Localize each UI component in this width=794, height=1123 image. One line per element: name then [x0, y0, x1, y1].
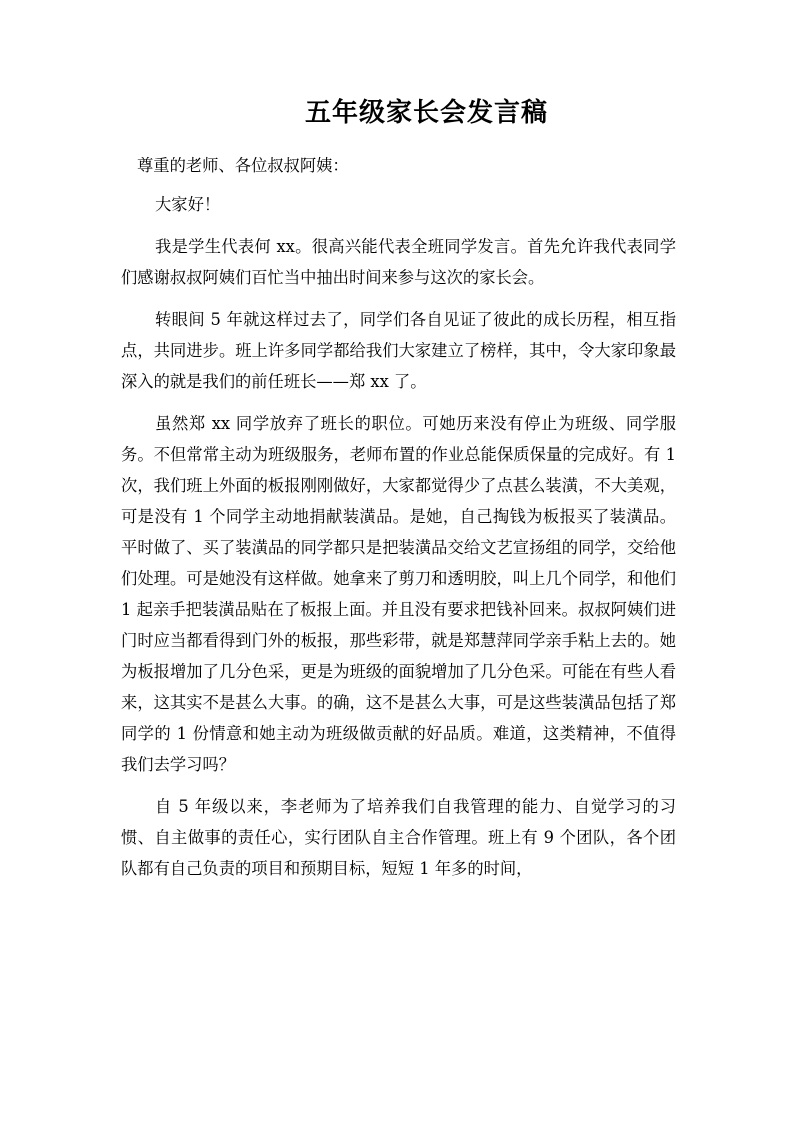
- paragraph-team-management: 自 5 年级以来，李老师为了培养我们自我管理的能力、自觉学习的习惯、自主做事的责任心，实行团队自主合作管理。班上有 9 个团队，各个团队都有自己负责的项目和预期目标，短短 1 年多的时间，: [121, 797, 676, 878]
- salutation: 尊重的老师、各位叔叔阿姨：: [137, 156, 349, 175]
- paragraph-class-growth: 转眼间 5 年就这样过去了，同学们各自见证了彼此的成长历程，相互指点，共同进步。班上许多同学都给我们大家建立了榜样，其中，令大家印象最深入的就是我们的前任班长——郑 xx 了。: [121, 310, 676, 391]
- paragraph-introduction: 我是学生代表何 xx。很高兴能代表全班同学发言。首先允许我代表同学们感谢叔叔阿姨们百忙当中抽出时间来参与这次的家长会。: [121, 237, 676, 287]
- paragraph-former-monitor: 虽然郑 xx 同学放弃了班长的职位。可她历来没有停止为班级、同学服务。不但常常主动为班级服务，老师布置的作业总能保质保量的完成好。有 1 次，我们班上外面的板报刚刚做好，大家都觉得少了点甚么装潢，不大美观，可是没有 1 个同学主动地捐献装潢品。是她，自己掏钱为板报买了装潢品。平时做了、买了装潢品的同学都只是把装潢品交给文艺宣扬组的同学，交给他们处理。可是她没有这样做。她拿来了剪刀和透明胶，叫上几个同学，和他们 1 起亲手把装潢品贴在了板报上面。并且没有要求把钱补回来。叔叔阿姨们进门时应当都看得到门外的板报，那些彩带，就是郑慧萍同学亲手粘上去的。她为板报增加了几分色采，更是为班级的面貌增加了几分色采。可能在有些人看来，这其实不是甚么大事。的确，这不是甚么大事，可是这些装潢品包括了郑同学的 1 份情意和她主动为班级做贡献的好品质。难道，这类精神，不值得我们去学习吗？: [121, 414, 676, 774]
- paragraph-greeting: 大家好！: [155, 195, 221, 214]
- document-title: 五年级家长会发言稿: [305, 98, 549, 128]
- document-body: [121, 150, 676, 884]
